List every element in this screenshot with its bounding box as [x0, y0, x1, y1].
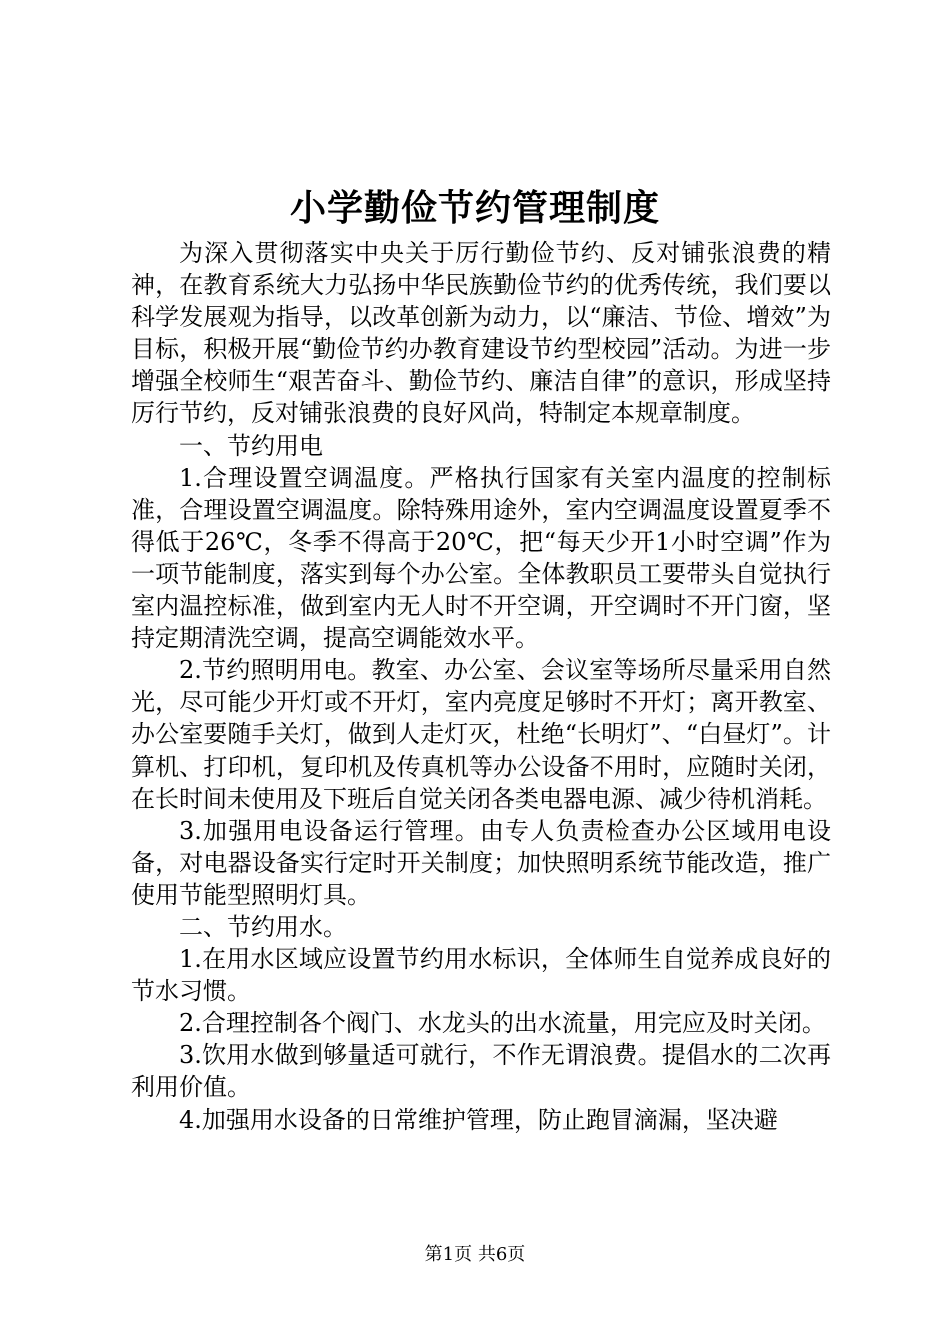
intro-paragraph: 为深入贯彻落实中央关于厉行勤俭节约、反对铺张浪费的精神，在教育系统大力弘扬中华民族勤俭节约的优秀传统，我们要以科学发展观为指导，以改革创新为动力，以“廉洁、节俭、增效”为目标，积极开展“勤俭节约办教育建设节约型校园”活动。为进一步增强全校师生“艰苦奋斗、勤俭节约、廉洁自律”的意识，形成坚持厉行节约，反对铺张浪费的良好风尚，特制定本规章制度。 — [131, 239, 831, 428]
paragraph-water-valves: 2.合理控制各个阀门、水龙头的出水流量，用完应及时关闭。 — [179, 1009, 826, 1038]
document-body — [131, 237, 831, 1136]
paragraph-water-maintenance: 4.加强用水设备的日常维护管理，防止跑冒滴漏，坚决避 — [179, 1105, 778, 1134]
document-title: 小学勤俭节约管理制度 — [289, 187, 660, 229]
paragraph-lighting: 2.节约照明用电。教室、办公室、会议室等场所尽量采用自然光，尽可能少开灯或不开灯，室内亮度足够时不开灯；离开教室、办公室要随手关灯，做到人走灯灭，杜绝“长明灯”、“白昼灯”。计算机、打印机，复印机及传真机等办公设备不用时，应随时关闭，在长时间未使用及下班后自觉关闭各类电器电源、减少待机消耗。 — [131, 656, 831, 813]
paragraph-equipment-management: 3.加强用电设备运行管理。由专人负责检查办公区域用电设备，对电器设备实行定时开关制度；加快照明系统节能改造，推广使用节能型照明灯具。 — [131, 816, 831, 909]
section-heading-electricity: 一、节约用电 — [179, 431, 323, 460]
page-footer: 第1页 共6页 — [424, 1244, 526, 1265]
section-heading-water: 二、节约用水。 — [179, 912, 347, 941]
paragraph-air-conditioning: 1.合理设置空调温度。严格执行国家有关室内温度的控制标准，合理设置空调温度。除特殊用途外，室内空调温度设置夏季不得低于26℃，冬季不得高于20℃，把“每天少开1小时空调”作为一项节能制度，落实到每个办公室。全体教职员工要带头自觉执行室内温控标准，做到室内无人时不开空调，开空调时不开门窗，坚持定期清洗空调，提高空调能效水平。 — [131, 463, 831, 653]
paragraph-water-signs: 1.在用水区域应设置节约用水标识，全体师生自觉养成良好的节水习惯。 — [131, 945, 831, 1006]
paragraph-drinking-water: 3.饮用水做到够量适可就行，不作无谓浪费。提倡水的二次再利用价值。 — [131, 1041, 831, 1102]
